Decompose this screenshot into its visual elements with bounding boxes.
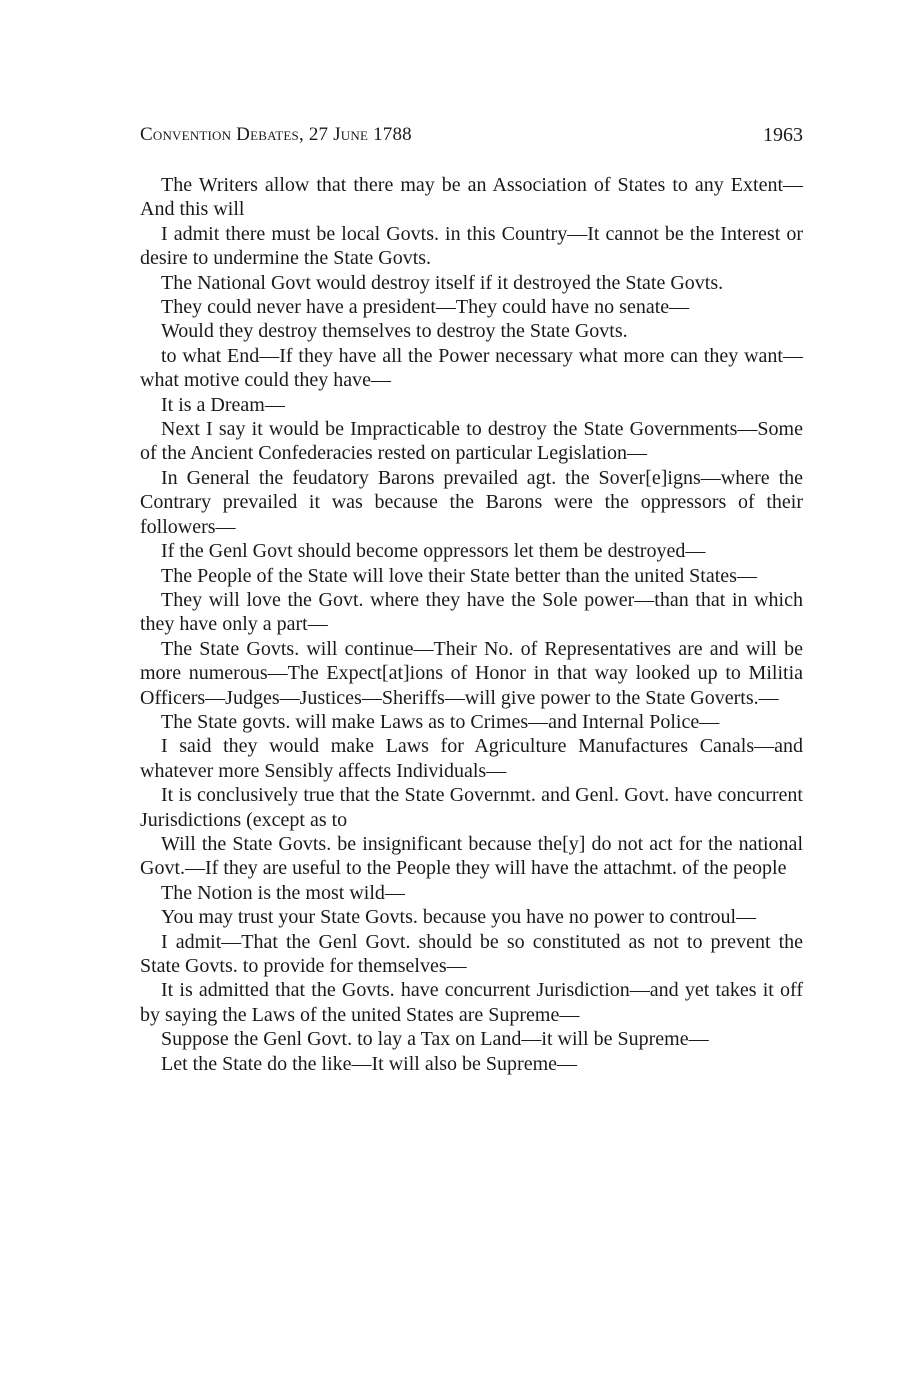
paragraph: The State govts. will make Laws as to Crimes—and Internal Police— [161,710,720,733]
running-head-title: Convention Debates, 27 June 1788 [140,124,412,145]
paragraph: Next I say it would be Impracticable to destroy the State Governments—Some of the Ancient Confederacies rested on particular Legislation— [140,418,803,465]
paragraph: The Notion is the most wild— [161,881,405,904]
paragraph: The National Govt would destroy itself if it destroyed the State Govts. [161,271,724,294]
paragraph: It is conclusively true that the State Governmt. and Genl. Govt. have concurrent Jurisdictions (except as to [140,784,803,831]
paragraph: If the Genl Govt should become oppressors let them be destroyed— [161,540,706,563]
paragraph: They could never have a president—They could have no senate— [161,296,690,319]
paragraph: Would they destroy themselves to destroy the State Govts. [161,320,628,343]
paragraph: In General the feudatory Barons prevailed agt. the Sover[e]igns—where the Contrary prevailed it was because the Barons were the oppressors of their followers— [140,466,803,538]
paragraph: Let the State do the like—It will also be Supreme— [161,1052,578,1075]
paragraph: The State Govts. will continue—Their No. of Representatives are and will be more numerous—The Expect[at]ions of Honor in that way looked up to Militia Officers—Judges—Justices—Sheriffs—will give power to the State Goverts.— [140,637,803,709]
page-number: 1963 [763,124,803,146]
body-text [140,173,803,1076]
paragraph: Will the State Govts. be insignificant because the[y] do not act for the national Govt.—If they are useful to the People they will have the attachmt. of the people [140,832,803,880]
running-head [140,124,803,148]
paragraph: The Writers allow that there may be an Association of States to any Extent—And this will [140,174,803,221]
paragraph: You may trust your State Govts. because you have no power to controul— [161,906,757,929]
paragraph: I admit there must be local Govts. in this Country—It cannot be the Interest or desire to undermine the State Govts. [140,222,803,270]
paragraph: I admit—That the Genl Govt. should be so constituted as not to prevent the State Govts. to provide for themselves— [140,930,803,977]
paragraph: Suppose the Genl Govt. to lay a Tax on Land—it will be Supreme— [161,1028,709,1051]
paragraph: The People of the State will love their State better than the united States— [161,564,757,587]
paragraph: to what End—If they have all the Power necessary what more can they want—what motive could they have— [140,344,803,392]
paragraph: It is admitted that the Govts. have concurrent Jurisdiction—and yet takes it off by saying the Laws of the united States are Supreme— [140,979,803,1026]
paragraph: It is a Dream— [161,393,285,416]
paragraph: They will love the Govt. where they have the Sole power—than that in which they have only a part— [140,588,803,636]
paragraph: I said they would make Laws for Agriculture Manufactures Canals—and whatever more Sensibly affects Individuals— [140,735,803,782]
